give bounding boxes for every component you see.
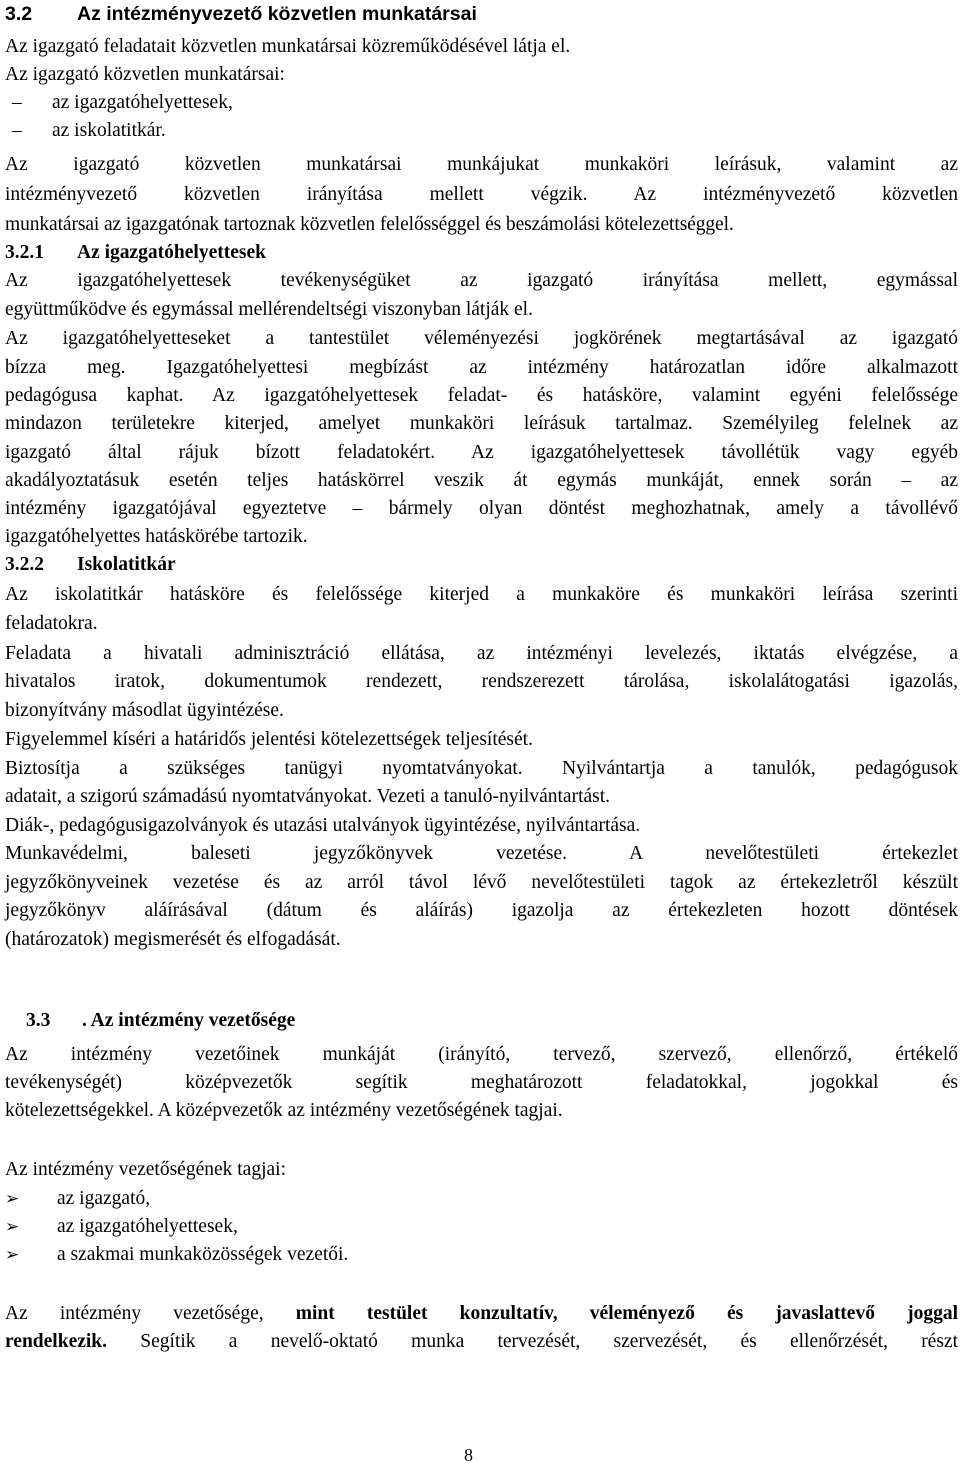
paragraph-line: igazgatóhelyettes hatáskörébe tartozik.	[5, 526, 308, 547]
arrow-bullet-icon: ➢	[5, 1245, 20, 1265]
section-heading-3-2-2	[5, 551, 176, 579]
paragraph-line: Az intézmény vezetőségének tagjai:	[5, 1159, 286, 1180]
paragraph-line: intézményvezető közvetlen irányítása mellett végzik. Az intézményvezető közvetlen	[5, 184, 958, 205]
paragraph-line: hivatalos iratok, dokumentumok rendezett, rendszerezett tárolása, iskolalátogatási igazolás,	[5, 671, 958, 692]
paragraph-line: Diák-, pedagógusigazolványok és utazási utalványok ügyintézése, nyilvántartása.	[5, 815, 641, 836]
section-title: Iskolatitkár	[77, 554, 176, 575]
list-item-text: az igazgató,	[57, 1188, 151, 1209]
bold-text-span: rendelkezik.	[5, 1331, 108, 1352]
list-item	[5, 1241, 348, 1269]
paragraph-line: jegyzőkönyveinek vezetése és az arról távol lévő nevelőtestületi tagok az értekezletről készült	[5, 872, 958, 893]
text-span: Az intézmény vezetősége,	[5, 1303, 264, 1324]
paragraph-line: tevékenységét) középvezetők segítik meghatározott feladatokkal, jogokkal és	[5, 1072, 958, 1093]
section-number: 3.2	[5, 3, 33, 25]
list-item-text: az igazgatóhelyettesek,	[52, 92, 233, 113]
bold-text-span: mint testület konzultatív, véleményező és javaslattevő joggal	[295, 1303, 958, 1324]
section-number: 3.2.2	[5, 554, 44, 575]
paragraph-line: bízza meg. Igazgatóhelyettesi megbízást az intézmény határozatlan időre alkalmazott	[5, 357, 958, 378]
paragraph-line: kötelezettségekkel. A középvezetők az intézmény vezetőségének tagjai.	[5, 1100, 563, 1121]
paragraph-line: Munkavédelmi, baleseti jegyzőkönyvek vezetése. A nevelőtestületi értekezlet	[5, 843, 958, 864]
section-title: Az intézményvezető közvetlen munkatársai	[77, 3, 477, 25]
paragraph-line: Biztosítja a szükséges tanügyi nyomtatványokat. Nyilvántartja a tanulók, pedagógusok	[5, 758, 958, 779]
list-item	[5, 1185, 150, 1213]
paragraph-line: Az igazgatóhelyettesek tevékenységüket az igazgató irányítása mellett, egymással	[5, 270, 958, 291]
paragraph-line: akadályoztatásuk esetén teljes hatáskörrel veszik át egymás munkáját, ennek során – az	[5, 470, 958, 491]
paragraph-line: bizonyítvány másodlat ügyintézése.	[5, 700, 284, 721]
section-title: . Az intézmény vezetősége	[82, 1010, 296, 1031]
section-heading-3-3	[26, 1007, 295, 1035]
paragraph-line: Az igazgatóhelyetteseket a tantestület véleményezési jogkörének megtartásával az igazgató	[5, 328, 958, 349]
paragraph-line: Az iskolatitkár hatásköre és felelőssége kiterjed a munkaköre és munkaköri leírása szerinti	[5, 584, 958, 605]
paragraph-line: igazgató által rájuk bízott feladatokért. Az igazgatóhelyettesek távollétük vagy egyéb	[5, 442, 958, 463]
dash-bullet: –	[12, 120, 22, 141]
paragraph-line: Az intézmény vezetőinek munkáját (irányító, tervező, szervező, ellenőrző, értékelő	[5, 1044, 958, 1065]
arrow-bullet-icon: ➢	[5, 1189, 20, 1209]
arrow-bullet-icon: ➢	[5, 1217, 20, 1237]
section-number: 3.2.1	[5, 242, 44, 263]
dash-bullet: –	[12, 92, 22, 113]
list-item-text: a szakmai munkaközösségek vezetői.	[57, 1244, 349, 1265]
paragraph-line: Az igazgató közvetlen munkatársai:	[5, 64, 285, 85]
paragraph-line: Figyelemmel kíséri a határidős jelentési kötelezettségek teljesítését.	[5, 729, 533, 750]
list-item	[12, 117, 166, 145]
paragraph-line: mindazon területekre kiterjed, amelyet munkaköri leírásuk tartalmaz. Személyileg felelnek az	[5, 413, 958, 434]
section-heading-3-2	[5, 0, 477, 28]
paragraph-line	[5, 1328, 958, 1356]
section-heading-3-2-1	[5, 239, 266, 267]
page-number: 8	[464, 1445, 473, 1465]
paragraph-line: pedagógusa kaphat. Az igazgatóhelyettesek feladat- és hatásköre, valamint egyéni felelőssége	[5, 385, 958, 406]
paragraph-line: együttműködve és egymással mellérendeltségi viszonyban látják el.	[5, 299, 533, 320]
list-item	[5, 1213, 238, 1241]
paragraph-line: adatait, a szigorú számadású nyomtatványokat. Vezeti a tanuló-nyilvántartást.	[5, 786, 611, 807]
paragraph-line: Feladata a hivatali adminisztráció ellátása, az intézményi levelezés, iktatás elvégzése, a	[5, 643, 958, 664]
paragraph-line: (határozatok) megismerését és elfogadását.	[5, 929, 341, 950]
paragraph-line: jegyzőkönyv aláírásával (dátum és aláírás) igazolja az értekezleten hozott döntések	[5, 900, 958, 921]
section-title: Az igazgatóhelyettesek	[77, 242, 266, 263]
section-number: 3.3	[26, 1010, 51, 1031]
paragraph-line: Az igazgató közvetlen munkatársai munkájukat munkaköri leírásuk, valamint az	[5, 154, 958, 175]
paragraph-line: intézmény igazgatójával egyeztetve – bármely olyan döntést meghozhatnak, amely a távollévő	[5, 498, 958, 519]
list-item-text: az igazgatóhelyettesek,	[57, 1216, 238, 1237]
paragraph-line: munkatársai az igazgatónak tartoznak közvetlen felelősséggel és beszámolási kötelezettséggel.	[5, 214, 734, 235]
text-span: Segítik a nevelő-oktató munka tervezését, szervezését, és ellenőrzését, részt	[140, 1331, 959, 1352]
paragraph-line: Az igazgató feladatait közvetlen munkatársai közreműködésével látja el.	[5, 36, 571, 57]
paragraph-line	[5, 1300, 958, 1328]
list-item	[12, 89, 233, 117]
paragraph-line: feladatokra.	[5, 613, 98, 634]
list-item-text: az iskolatitkár.	[52, 120, 166, 141]
